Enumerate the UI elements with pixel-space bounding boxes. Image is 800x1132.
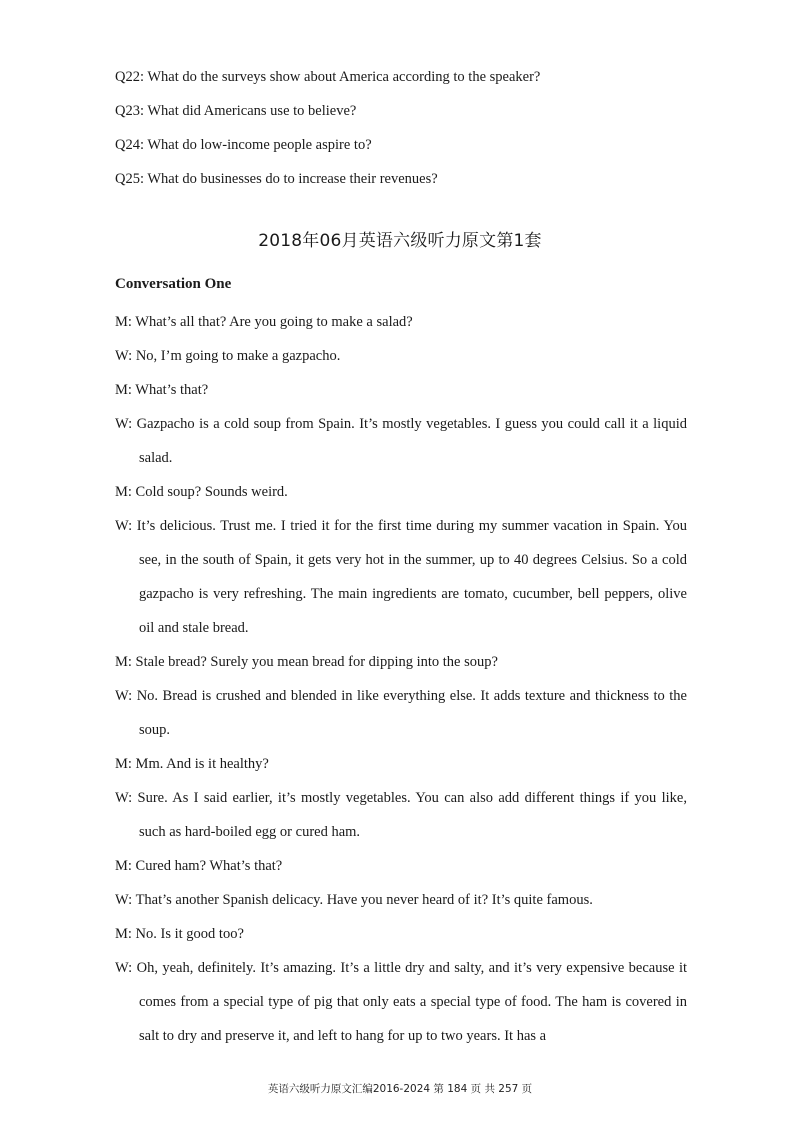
dialogue-text: What’s all that? Are you going to make a salad?: [135, 314, 413, 330]
dialogue-turn: [115, 339, 687, 373]
speaker-label: M:: [115, 926, 132, 942]
question-list: [115, 64, 715, 200]
dialogue-text: Mm. And is it healthy?: [135, 756, 269, 772]
speaker-label: W:: [115, 688, 133, 704]
dialogue-turn: [115, 305, 687, 339]
speaker-label: M:: [115, 314, 132, 330]
dialogue-text: Oh, yeah, definitely. It’s amazing. It’s a little dry and salty, and it’s very expensive because it comes from a special type of pig that only eats a special type of food. The ham is covered in salt to dry and preserve it, and left to hang for up to two years. It has a: [136, 960, 688, 1044]
dialogue-text: Sure. As I said earlier, it’s mostly vegetables. You can also add different things if you like, such as hard-boiled egg or cured ham.: [137, 790, 687, 840]
question-item: Q25: What do businesses do to increase their revenues?: [115, 171, 438, 187]
dialogue-text: No. Is it good too?: [135, 926, 244, 942]
question-item: Q24: What do low-income people aspire to?: [115, 137, 372, 153]
section-title: 2018年06月英语六级听力原文第1套: [258, 231, 542, 251]
dialogue-text: Gazpacho is a cold soup from Spain. It’s mostly vegetables. I guess you could call it a liquid salad.: [136, 416, 687, 466]
dialogue-turn: [115, 679, 687, 747]
dialogue-turn: [115, 849, 687, 883]
speaker-label: W:: [115, 348, 133, 364]
dialogue-turn: [115, 883, 687, 917]
question-item: Q22: What do the surveys show about America according to the speaker?: [115, 69, 541, 85]
conversation-heading: Conversation One: [115, 276, 232, 292]
speaker-label: W:: [115, 790, 133, 806]
speaker-label: W:: [115, 960, 133, 976]
speaker-label: W:: [115, 518, 133, 534]
dialogue-transcript: [115, 305, 687, 1053]
dialogue-turn: [115, 781, 687, 849]
dialogue-turn: [115, 645, 687, 679]
dialogue-turn: [115, 747, 687, 781]
dialogue-turn: [115, 373, 687, 407]
dialogue-turn: [115, 475, 687, 509]
speaker-label: M:: [115, 858, 132, 874]
dialogue-turn: [115, 407, 687, 475]
speaker-label: W:: [115, 892, 133, 908]
speaker-label: M:: [115, 382, 132, 398]
dialogue-text: Cured ham? What’s that?: [135, 858, 283, 874]
page-footer: 英语六级听力原文汇编2016-2024 第 184 页 共 257 页: [267, 1083, 533, 1095]
speaker-label: M:: [115, 654, 132, 670]
dialogue-text: Cold soup? Sounds weird.: [135, 484, 288, 500]
dialogue-turn: [115, 917, 687, 951]
dialogue-text: It’s delicious. Trust me. I tried it for the first time during my summer vacation in Spain. You see, in the south of Spain, it gets very hot in the summer, up to 40 degrees Celsius. So a cold gazpacho is very refreshing. The main ingredients are tomato, cucumber, bell peppers, olive oil and stale bread.: [136, 518, 688, 636]
dialogue-text: Stale bread? Surely you mean bread for dipping into the soup?: [135, 654, 498, 670]
dialogue-text: That’s another Spanish delicacy. Have you never heard of it? It’s quite famous.: [135, 892, 593, 908]
dialogue-text: What’s that?: [135, 382, 209, 398]
speaker-label: M:: [115, 756, 132, 772]
dialogue-text: No. Bread is crushed and blended in like everything else. It adds texture and thickness to the soup.: [136, 688, 687, 738]
speaker-label: M:: [115, 484, 132, 500]
dialogue-turn: [115, 509, 687, 645]
question-item: Q23: What did Americans use to believe?: [115, 103, 357, 119]
dialogue-turn: [115, 951, 687, 1053]
speaker-label: W:: [115, 416, 133, 432]
dialogue-text: No, I’m going to make a gazpacho.: [135, 348, 341, 364]
